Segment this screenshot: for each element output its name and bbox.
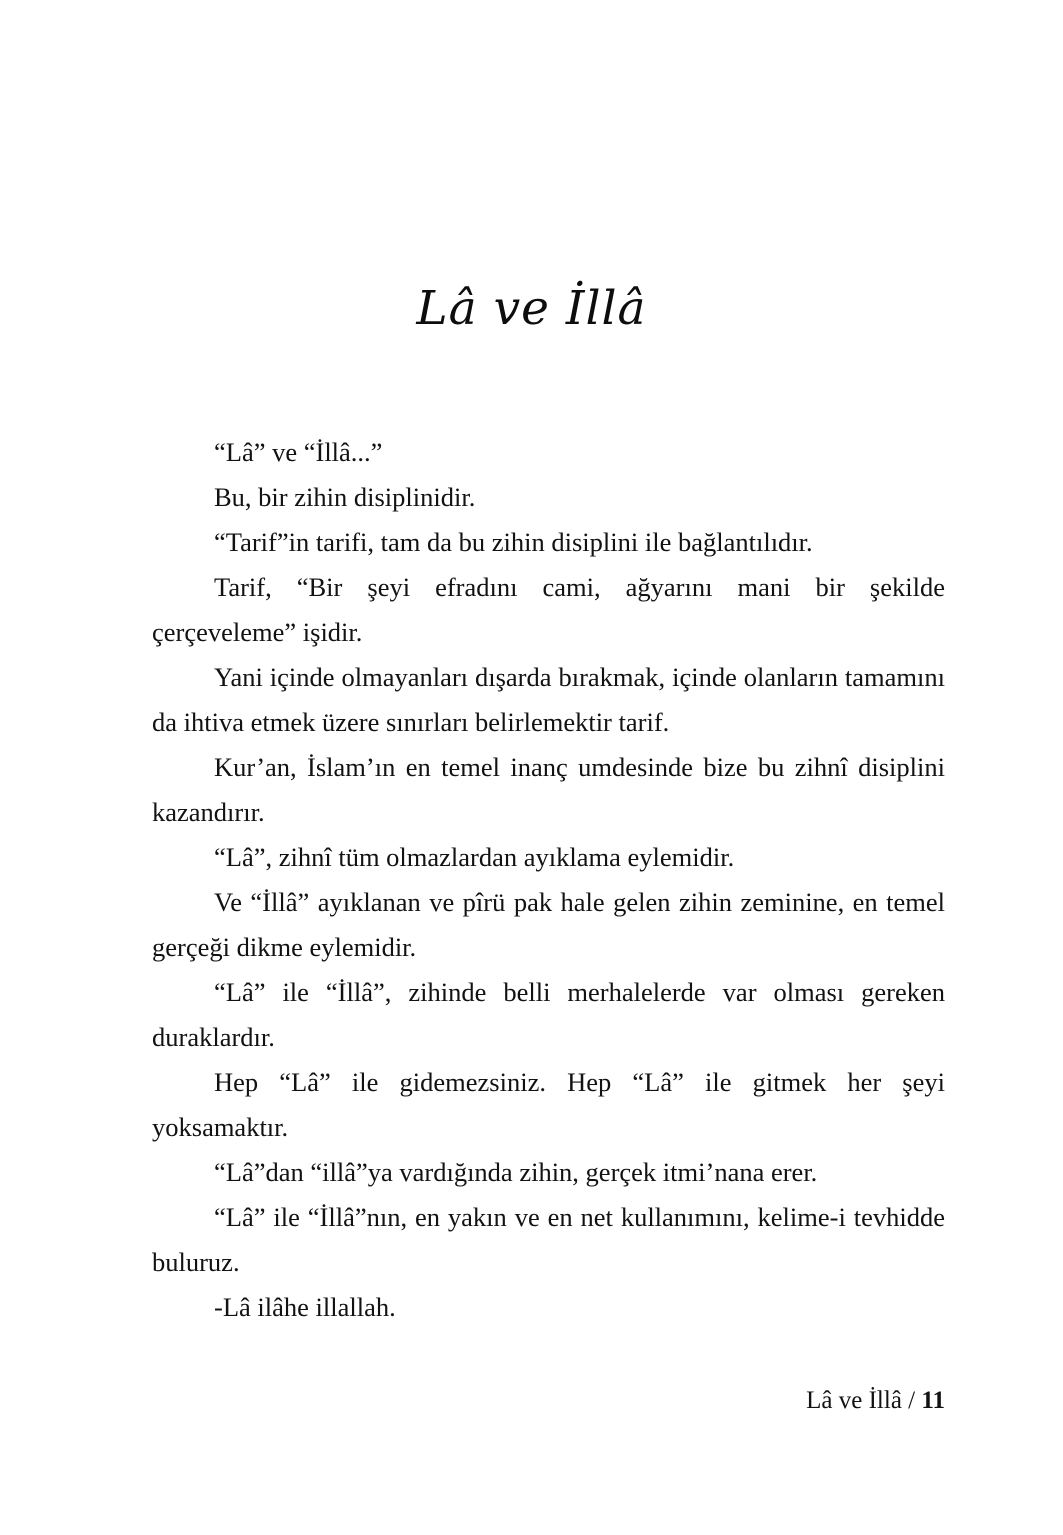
paragraph: Bu, bir zihin disiplinidir.: [214, 482, 476, 512]
paragraph: “Lâ” ve “İllâ...”: [214, 437, 383, 467]
paragraph: Tarif, “Bir şeyi efradını cami, ağyarını mani bir şekilde çerçeveleme” işidir.: [152, 572, 945, 647]
paragraph: Yani içinde olmayanları dışarda bırakmak, içinde olanların tamamını da ihtiva etmek üzere sınırları belirlemektir tarif.: [152, 662, 945, 737]
paragraph: “Lâ”dan “illâ”ya vardığında zihin, gerçek itmi’nana erer.: [214, 1157, 818, 1187]
paragraph: “Lâ” ile “İllâ”, zihinde belli merhalelerde var olması gereken duraklardır.: [152, 977, 945, 1052]
paragraph: “Lâ”, zihnî tüm olmazlardan ayıklama eylemidir.: [214, 842, 735, 872]
paragraph: “Tarif”in tarifi, tam da bu zihin disiplini ile bağlantılıdır.: [214, 527, 813, 557]
paragraph: Ve “İllâ” ayıklanan ve pîrü pak hale gelen zihin zeminine, en temel gerçeği dikme eylemidir.: [152, 887, 945, 962]
chapter-title: Lâ ve İllâ: [416, 281, 647, 337]
paragraph: Hep “Lâ” ile gidemezsiniz. Hep “Lâ” ile gitmek her şeyi yoksamaktır.: [152, 1067, 945, 1142]
page-footer: [152, 1386, 945, 1416]
footer-page-number: 11: [921, 1387, 945, 1414]
footer-separator: /: [908, 1387, 916, 1414]
footer-running-title: Lâ ve İllâ: [806, 1387, 902, 1414]
body-text-block: [152, 430, 945, 1330]
paragraph: -Lâ ilâhe illallah.: [214, 1292, 396, 1322]
paragraph: “Lâ” ile “İllâ”nın, en yakın ve en net kullanımını, kelime-i tevhidde buluruz.: [152, 1202, 945, 1277]
paragraph: Kur’an, İslam’ın en temel inanç umdesinde bize bu zihnî disiplini kazandırır.: [152, 752, 945, 827]
